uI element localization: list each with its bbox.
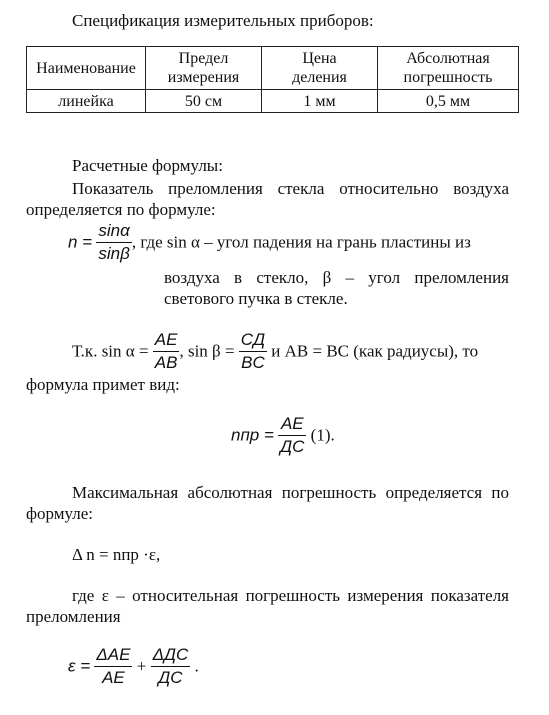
header-cell: Цена деления <box>262 47 378 90</box>
fraction-numerator: AE <box>278 414 306 436</box>
fraction-numerator: CД <box>239 330 267 352</box>
para3-line2: преломления <box>26 607 121 626</box>
spec-title: Спецификация измерительных приборов: <box>72 11 374 30</box>
fraction-denominator: ДC <box>280 437 305 456</box>
table-cell: линейка <box>27 90 146 113</box>
fraction-numerator: sinα <box>96 221 131 243</box>
header-cell: Предел измерения <box>146 47 262 90</box>
formula-epsilon <box>68 645 199 688</box>
tk-mid: , sin β = <box>179 341 235 361</box>
formula-lhs: nпр = <box>231 425 274 445</box>
formula-fraction <box>278 414 306 457</box>
fraction-numerator: AE <box>153 330 180 352</box>
fraction-denominator: ДC <box>158 668 183 687</box>
table-cell: 50 см <box>146 90 262 113</box>
formula-fraction <box>96 221 131 264</box>
header-cell: Наименование <box>27 47 146 90</box>
tk-line2: формула примет вид: <box>26 375 180 394</box>
table-cell: 1 мм <box>262 90 378 113</box>
table-header-row <box>27 47 519 90</box>
formula-lhs: ε = <box>68 656 91 676</box>
para2-line1: Максимальная абсолютная погрешность определяется по <box>72 483 509 502</box>
tk-fraction-1 <box>153 330 180 373</box>
header-cell: Абсолютная погрешность <box>378 47 519 90</box>
para1-line1: Показатель преломления стекла относительно воздуха <box>72 179 509 198</box>
formula-desc-line1: воздуха в стекло, β – угол преломления <box>164 268 509 287</box>
fraction-numerator: ΔAE <box>94 645 132 667</box>
fraction-denominator: BC <box>241 353 265 372</box>
fraction-denominator: sinβ <box>98 244 130 263</box>
formula-lhs: n = <box>68 232 93 252</box>
formula-end: . <box>194 656 199 676</box>
formula-fraction-1 <box>94 645 132 688</box>
formula-description: , где sin α – угол падения на грань пластины из <box>131 232 471 252</box>
fraction-denominator: AB <box>154 353 178 372</box>
table-row <box>27 90 519 113</box>
para2-line2: формуле: <box>26 504 94 523</box>
formula-refraction <box>68 221 518 264</box>
spec-table <box>26 46 519 113</box>
tk-fraction-2 <box>239 330 267 373</box>
fraction-numerator: ΔДC <box>151 645 191 667</box>
tk-tail: и AB = BC (как радиусы), то <box>267 341 479 361</box>
formula-label: (1). <box>310 425 335 445</box>
formula-n-pr <box>231 414 335 457</box>
formula-desc-line2: светового пучка в стекле. <box>164 289 348 308</box>
para1-line2: определяется по формуле: <box>26 200 216 219</box>
tk-formula <box>72 330 478 373</box>
table-cell: 0,5 мм <box>378 90 519 113</box>
tk-prefix: Т.к. sin α = <box>72 341 149 361</box>
para3-line1: где ε – относительная погрешность измерения показателя <box>72 586 509 605</box>
plus-sign: + <box>136 656 147 676</box>
section-title: Расчетные формулы: <box>72 156 223 175</box>
formula-delta-n: Δ n = nпр ·ε, <box>72 545 161 564</box>
formula-fraction-2 <box>151 645 191 688</box>
fraction-denominator: AE <box>102 668 125 687</box>
